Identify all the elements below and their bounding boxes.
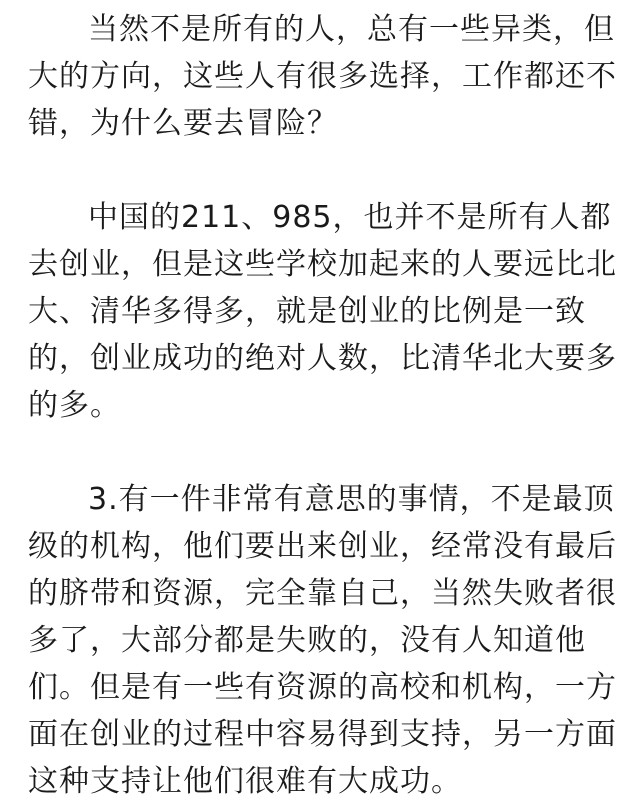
- paragraph-3: 3.有一件非常有意思的事情，不是最顶级的机构，他们要出来创业，经常没有最后的脐带和资源，完全靠自己，当然失败者很多了，大部分都是失败的，没有人知道他们。但是有一些有资源的高校和机构，一方面在创业的过程中容易得到支持，另一方面这种支持让他们很难有大成功。: [28, 482, 617, 799]
- paragraph-2: 中国的211、985，也并不是所有人都去创业，但是这些学校加起来的人要远比北大、清华多得多，就是创业的比例是一致的，创业成功的绝对人数，比清华北大要多的多。: [28, 200, 617, 423]
- paragraph-1: 当然不是所有的人，总有一些异类，但大的方向，这些人有很多选择，工作都还不错，为什么要去冒险？: [28, 12, 617, 141]
